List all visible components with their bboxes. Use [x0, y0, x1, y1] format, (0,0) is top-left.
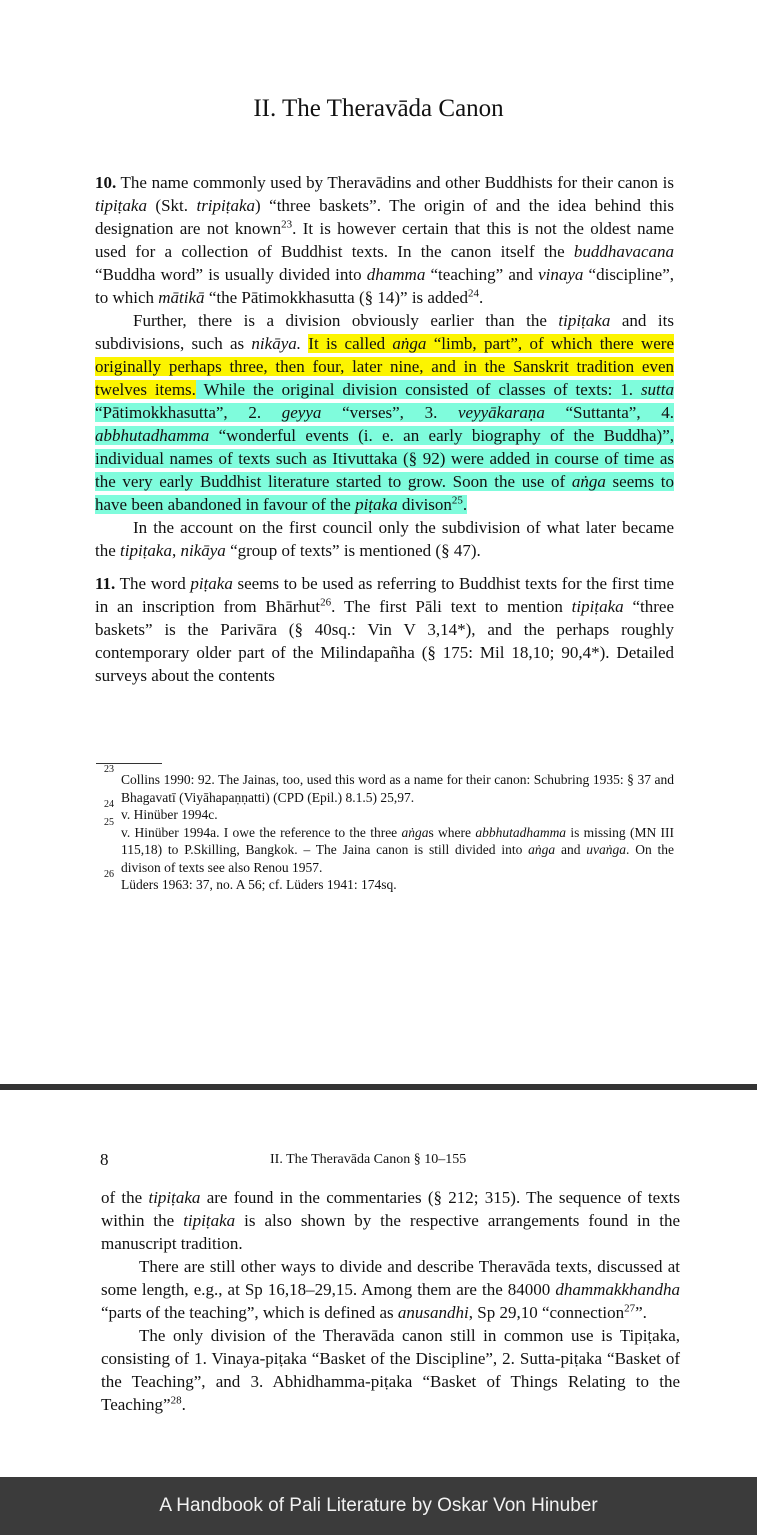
term: aṅga — [571, 472, 606, 491]
text-run: . The first Pāli text to mention — [331, 597, 572, 616]
text-run: seems to be used as referring to Buddhist texts for the first time in an inscription from Bhārhut — [95, 574, 674, 616]
paragraph-p2-3 — [101, 1324, 680, 1416]
footnote-text: is missing (MN III 115,18) to P.Skilling, Bangkok. – The Jaina canon is still divided into — [121, 824, 674, 857]
term: buddhavacana — [573, 242, 674, 261]
main-text-page2 — [101, 1186, 680, 1416]
term: tripiṭaka — [196, 196, 256, 215]
term: tipiṭaka — [183, 1211, 236, 1230]
footnote-ref-28: 28 — [170, 1394, 182, 1407]
term: nikāya. — [251, 334, 301, 353]
text-run: “wonderful events (i. e. an early biography of the Buddha)”, individual names of texts such as Itivuttaka (§ 92) were added in course of time as the very early Buddhist literature started to grow. Soon the use of — [95, 426, 674, 491]
chapter-title: II. The Theravāda Canon — [253, 95, 504, 122]
text-run: “the Pātimokkhasutta (§ 14)” is added — [204, 288, 468, 307]
paragraph-10-2 — [95, 309, 674, 516]
term: nikāya — [180, 541, 226, 560]
term: abbhutadhamma — [475, 824, 567, 840]
text-run: The word — [115, 574, 191, 593]
book-page-lower — [0, 1090, 757, 1477]
footnote-text: Collins 1990: 92. The Jainas, too, used this word as a name for their canon: Schubring 1935: § 37 and Bhagavatī (Viyāhapaṇṇatti) (CPD (Epil.) 8.1.5) 25,97. — [121, 772, 674, 805]
text-run: . — [479, 288, 484, 307]
paragraph-10-3 — [95, 516, 674, 562]
highlight-cyan — [95, 380, 674, 514]
text-run: “teaching” and — [425, 265, 539, 284]
text-run: is also shown by the respective arrangements found in the manuscript tradition. — [101, 1211, 680, 1253]
text-run: “limb, part”, of which there were originally perhaps three, then four, later nine, and in the Sanskrit tradition even twelves items. — [95, 334, 674, 399]
section-number-11: 11. — [95, 574, 116, 593]
term: aṅga — [392, 334, 427, 353]
text-run: , — [171, 541, 181, 560]
text-run: There are still other ways to divide and describe Theravāda texts, discussed at some length, e.g., at Sp 16,18–29,15. Among them are the 84000 — [101, 1257, 680, 1299]
footnote-ref-23: 23 — [281, 218, 293, 231]
footnote-25: 25 v. Hinüber 1994a. I owe the reference to the three aṅgas where abbhutadhamma is missing (MN III 115,18) to P.Skilling, Bangkok. – The Jaina canon is still divided into aṅga and uvaṅga. On the divison of texts see also Renou 1957. — [104, 816, 674, 875]
text-run: “Buddha word” is usually divided into — [95, 265, 367, 284]
term: tipiṭaka — [95, 196, 147, 215]
text-run: . — [181, 1395, 186, 1414]
footnote-text: v. Hinüber 1994a. I owe the reference to the three — [121, 824, 402, 840]
footnote-ref-24: 24 — [468, 287, 479, 300]
text-run: are found in the commentaries (§ 212; 315). The sequence of texts within the — [101, 1188, 680, 1230]
term: dhamma — [366, 265, 426, 284]
footnote-text: . On the divison of texts see also Renou 1957. — [121, 842, 674, 875]
text-run: “parts of the teaching”, which is defined as — [101, 1303, 398, 1322]
main-text-page1 — [95, 171, 674, 687]
footnote-text: Lüders 1963: 37, no. A 56; cf. Lüders 1941: 174sq. — [121, 877, 397, 892]
footnote-ref-25: 25 — [451, 494, 463, 507]
term: vinaya — [538, 265, 584, 284]
section-number-10: 10. — [95, 173, 117, 192]
text-run: divison — [397, 495, 452, 514]
text-run: ) “three baskets”. The origin of and the idea behind this designation are not known — [95, 196, 674, 238]
term: tipiṭaka — [120, 541, 172, 560]
text-run: seems to have been abandoned in favour of the — [95, 472, 674, 514]
term: aṅga — [401, 824, 429, 840]
text-run: Further, there is a division obviously earlier than the — [133, 311, 559, 330]
term: anusandhi — [397, 1303, 469, 1322]
term: dhammakkhandha — [555, 1280, 680, 1299]
term: tipiṭaka — [558, 311, 611, 330]
term: sutta — [640, 380, 674, 399]
page-number: 8 — [100, 1150, 109, 1169]
text-run: “group of texts” is mentioned (§ 47). — [225, 541, 481, 560]
footnote-text: s where — [428, 824, 476, 840]
text-run: In the account on the first council only the subdivision of what later became the — [95, 518, 674, 560]
running-title: II. The Theravāda Canon § 10–155 — [270, 1152, 467, 1167]
text-run: of the — [101, 1188, 149, 1207]
term: geyya — [281, 403, 322, 422]
text-run: “Suttanta”, 4. — [544, 403, 674, 422]
footnote-text: and — [555, 842, 587, 857]
term: tipiṭaka — [148, 1188, 201, 1207]
term: tipiṭaka — [571, 597, 624, 616]
term: aṅga — [528, 842, 556, 857]
text-run: It is called — [308, 334, 393, 353]
text-run: “discipline”, to which — [95, 265, 674, 307]
footnote-24: 24 v. Hinüber 1994c. — [104, 799, 218, 822]
text-run: “verses”, 3. — [321, 403, 458, 422]
caption-text: A Handbook of Pali Literature by Oskar Von Hinuber — [159, 1495, 598, 1516]
term: piṭaka — [355, 495, 398, 514]
term: veyyākaraṇa — [458, 403, 545, 422]
footnote-26: 26 Lüders 1963: 37, no. A 56; cf. Lüders 1941: 174sq. — [104, 869, 397, 892]
footnote-ref-27: 27 — [624, 1302, 636, 1315]
term: mātikā — [158, 288, 205, 307]
text-run: While the original division consisted of classes of texts: 1. — [195, 380, 641, 399]
paragraph-p2-1 — [101, 1186, 680, 1255]
text-run: (Skt. — [146, 196, 197, 215]
term: uvaṅga — [586, 842, 627, 857]
text-run: . — [462, 495, 468, 514]
text-run: “three baskets” is the Parivāra (§ 40sq.: Vin V 3,14*), and the perhaps roughly contemporary older part of the Milindapañha (§ 175: Mil 18,10; 90,4*). Detailed surveys about the contents — [95, 597, 674, 685]
caption-bar — [0, 1477, 757, 1535]
paragraph-10-1 — [95, 171, 674, 309]
footnote-23: 23 Collins 1990: 92. The Jainas, too, used this word as a name for their canon: Schubring 1935: § 37 and Bhagavatī (Viyāhapaṇṇatti) (CPD (Epil.) 8.1.5) 25,97. — [104, 764, 674, 805]
text-run: , Sp 29,10 “connection — [468, 1303, 625, 1322]
term: abbhutadhamma — [95, 426, 210, 445]
running-head — [100, 1150, 680, 1170]
text-run: ”. — [635, 1303, 647, 1322]
footnote-text: v. Hinüber 1994c. — [121, 807, 218, 822]
term: piṭaka — [190, 574, 233, 593]
paragraph-p2-2 — [101, 1255, 680, 1324]
text-run: . It is however certain that this is not the oldest name used for a collection of Buddhist texts. In the canon itself the — [95, 219, 674, 261]
text-run: and its subdivisions, such as — [95, 311, 674, 353]
paragraph-11 — [95, 572, 674, 687]
text-run: “Pātimokkhasutta”, 2. — [95, 403, 282, 422]
text-run: The name commonly used by Theravādins and other Buddhists for their canon is — [116, 173, 674, 192]
text-run: The only division of the Theravāda canon still in common use is Tipiṭaka, consisting of 1. Vinaya-piṭaka “Basket of the Discipline”, 2. Sutta-piṭaka “Basket of the Teaching”, and 3. Abhidhamma-piṭaka “Basket of Things Relating to the Teaching” — [101, 1326, 680, 1414]
footnote-ref-26: 26 — [320, 596, 332, 609]
footnotes — [104, 764, 674, 894]
